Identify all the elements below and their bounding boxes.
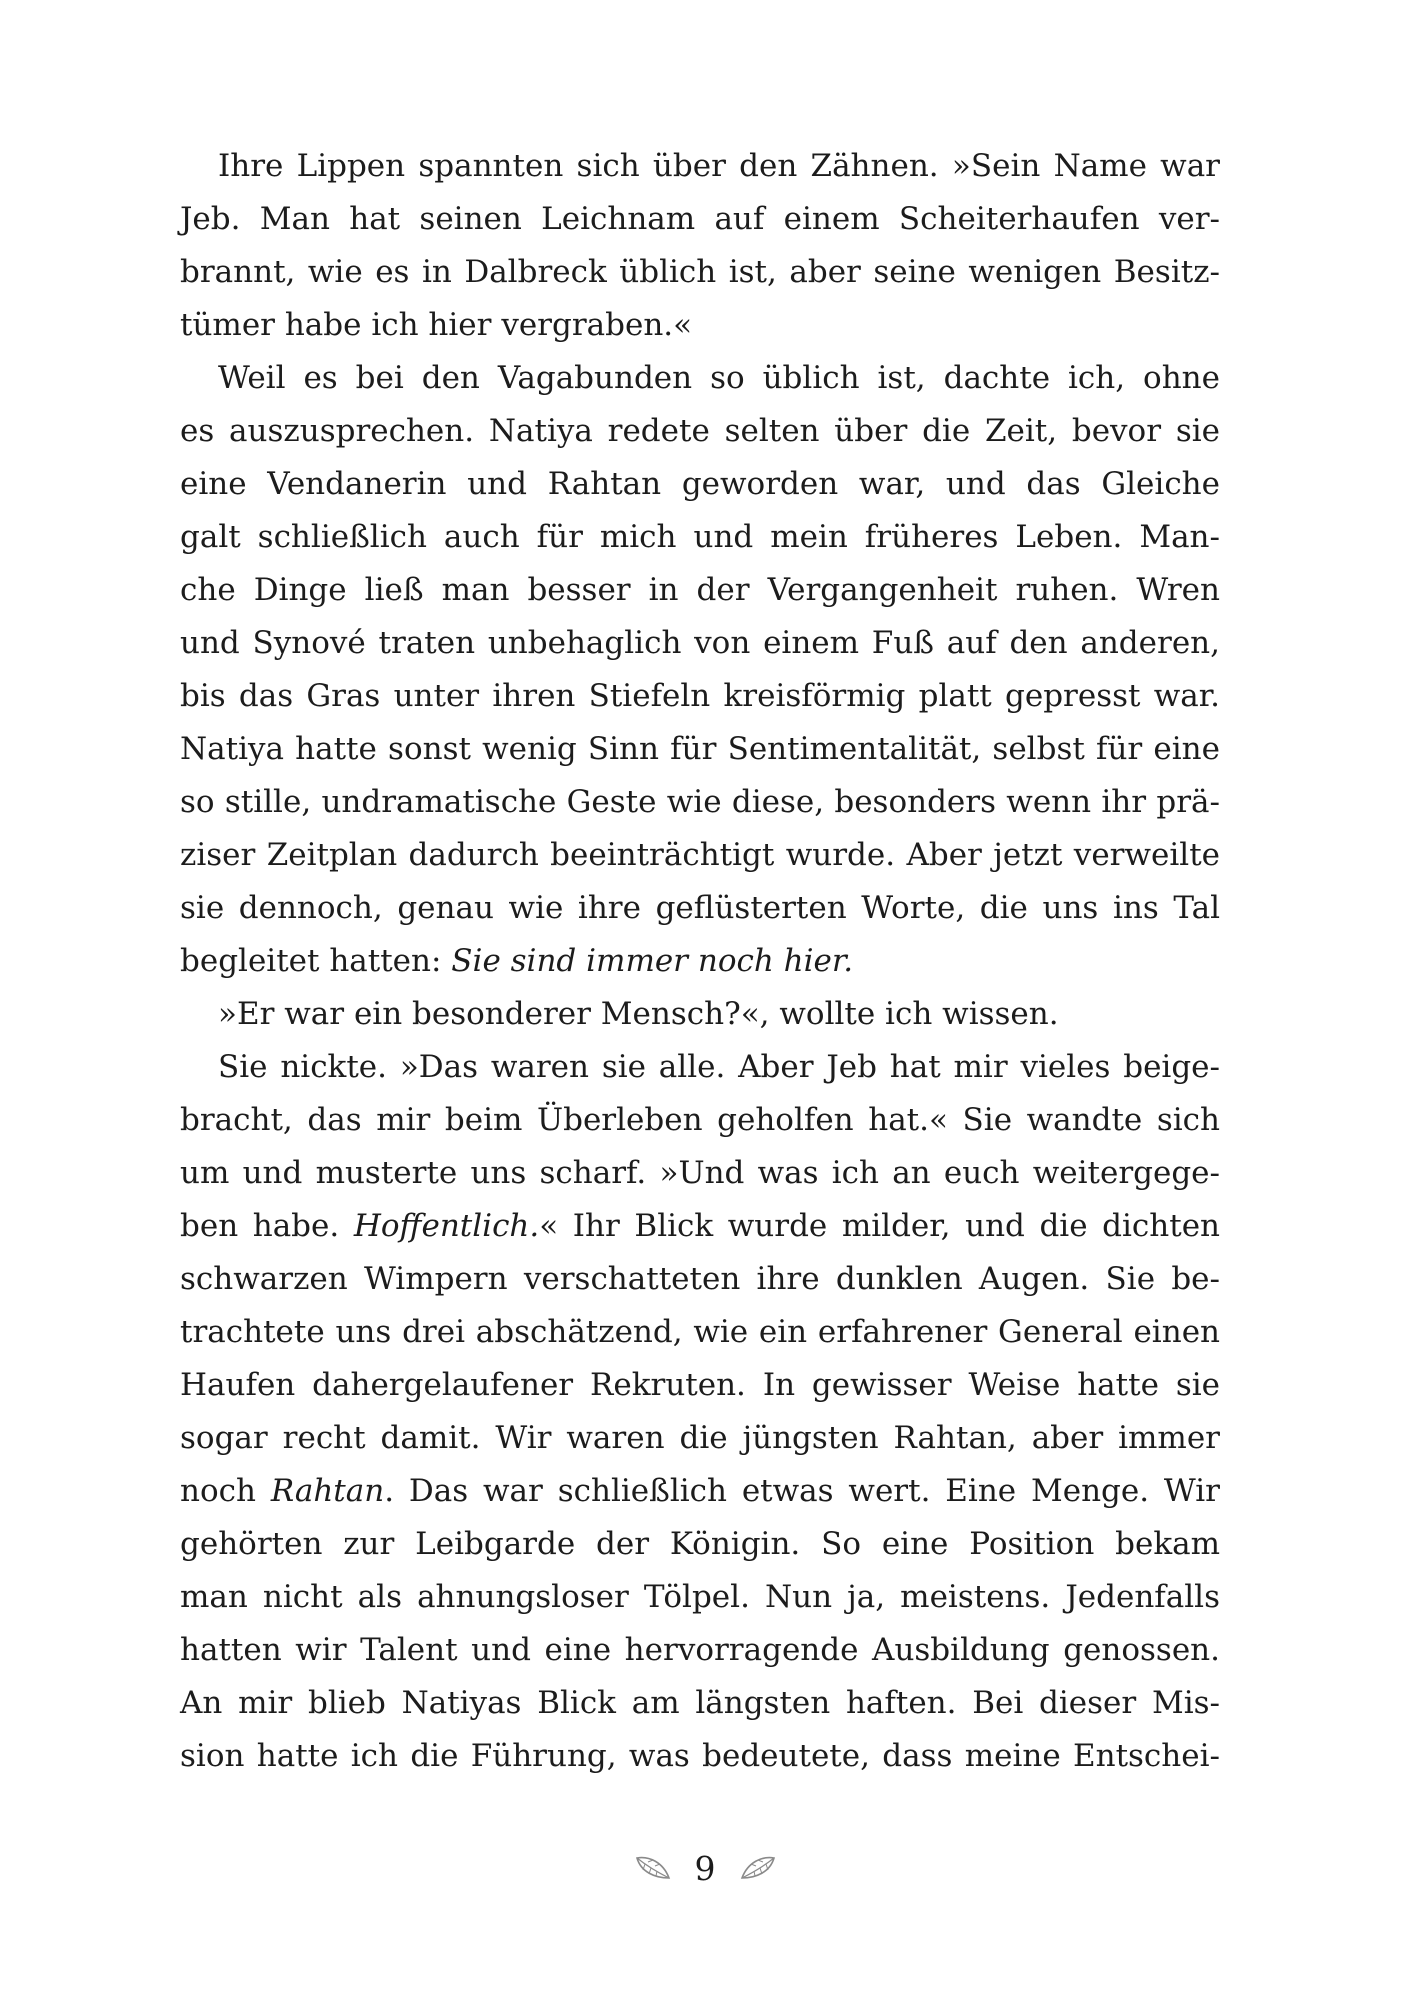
text-segment: . Das war schließlich etwas wert. Eine Menge. Wir (384, 1473, 1220, 1509)
text-segment: « Ihr Blick wurde milder, und die dichten (539, 1208, 1221, 1244)
text-segment: tümer habe ich hier vergraben.« (180, 307, 693, 343)
page-number: 9 (694, 1848, 716, 1888)
text-segment: che Dinge ließ man besser in der Vergangenheit ruhen. Wren (180, 572, 1220, 608)
text-segment: sie dennoch, genau wie ihre geflüsterten Worte, die uns ins Tal (180, 890, 1220, 926)
text-segment: so stille, undramatische Geste wie diese, besonders wenn ihr prä- (180, 784, 1220, 820)
text-line (180, 617, 1220, 670)
text-line (180, 1094, 1220, 1147)
text-segment: sogar recht damit. Wir waren die jüngsten Rahtan, aber immer (180, 1420, 1220, 1456)
book-page-text (180, 140, 1220, 1783)
text-segment: schwarzen Wimpern verschatteten ihre dunklen Augen. Sie be- (180, 1261, 1220, 1297)
text-segment: man nicht als ahnungsloser Tölpel. Nun ja, meistens. Jedenfalls (180, 1579, 1220, 1615)
text-segment: Natiya hatte sonst wenig Sinn für Sentimentalität, selbst für eine (180, 731, 1220, 767)
text-line (180, 1465, 1220, 1518)
text-line (180, 405, 1220, 458)
text-line (180, 1730, 1220, 1783)
text-segment: es auszusprechen. Natiya redete selten über die Zeit, bevor sie (180, 413, 1220, 449)
text-line (180, 1147, 1220, 1200)
text-line (180, 140, 1220, 193)
text-segment: ziser Zeitplan dadurch beeinträchtigt wurde. Aber jetzt verweilte (180, 837, 1220, 873)
leaf-left-icon (633, 1852, 673, 1884)
text-segment: hatten wir Talent und eine hervorragende Ausbildung genossen. (180, 1632, 1220, 1668)
text-line (180, 776, 1220, 829)
text-line (180, 1518, 1220, 1571)
text-line (180, 1041, 1220, 1094)
text-line (180, 1571, 1220, 1624)
text-segment: galt schließlich auch für mich und mein früheres Leben. Man- (180, 519, 1220, 555)
text-line (180, 670, 1220, 723)
body-text (180, 140, 1220, 1783)
text-line (180, 723, 1220, 776)
text-line (180, 299, 1220, 352)
text-line (180, 988, 1220, 1041)
text-segment: ben habe. (180, 1208, 354, 1244)
text-segment: eine Vendanerin und Rahtan geworden war, und das Gleiche (180, 466, 1220, 502)
page-footer (0, 1838, 1410, 1898)
text-segment: sion hatte ich die Führung, was bedeutete, dass meine Entschei- (180, 1738, 1220, 1774)
text-line (180, 458, 1220, 511)
text-line (180, 1624, 1220, 1677)
text-line (180, 352, 1220, 405)
text-segment: noch (180, 1473, 271, 1509)
text-segment: Haufen dahergelaufener Rekruten. In gewisser Weise hatte sie (180, 1367, 1220, 1403)
text-segment: Weil es bei den Vagabunden so üblich ist, dachte ich, ohne (218, 360, 1220, 396)
text-line (180, 882, 1220, 935)
text-segment: gehörten zur Leibgarde der Königin. So eine Position bekam (180, 1526, 1220, 1562)
text-line (180, 193, 1220, 246)
text-segment: brannt, wie es in Dalbreck üblich ist, aber seine wenigen Besitz- (180, 254, 1220, 290)
italic-text: Sie sind immer noch hier. (451, 943, 854, 979)
text-segment: trachtete uns drei abschätzend, wie ein erfahrener General einen (180, 1314, 1220, 1350)
text-line (180, 1412, 1220, 1465)
italic-text: Hoffentlich. (353, 1208, 540, 1244)
text-line (180, 246, 1220, 299)
text-segment: Jeb. Man hat seinen Leichnam auf einem Scheiterhaufen ver- (180, 201, 1220, 237)
text-segment: Sie nickte. »Das waren sie alle. Aber Jeb hat mir vieles beige- (218, 1049, 1220, 1085)
text-line (180, 511, 1220, 564)
text-line (180, 1306, 1220, 1359)
text-line (180, 935, 1220, 988)
leaf-right-icon (738, 1852, 778, 1884)
text-line (180, 829, 1220, 882)
text-segment: Ihre Lippen spannten sich über den Zähnen. »Sein Name war (218, 148, 1220, 184)
text-line (180, 1253, 1220, 1306)
italic-text: Rahtan (270, 1473, 385, 1509)
text-line (180, 1359, 1220, 1412)
text-segment: bis das Gras unter ihren Stiefeln kreisförmig platt gepresst war. (180, 678, 1220, 714)
text-line (180, 564, 1220, 617)
text-line (180, 1200, 1220, 1253)
text-segment: begleitet hatten: (180, 943, 452, 979)
text-segment: An mir blieb Natiyas Blick am längsten haften. Bei dieser Mis- (180, 1685, 1220, 1721)
text-segment: »Er war ein besonderer Mensch?«, wollte ich wissen. (218, 996, 1059, 1032)
text-segment: um und musterte uns scharf. »Und was ich an euch weitergege- (180, 1155, 1220, 1191)
text-segment: bracht, das mir beim Überleben geholfen hat.« Sie wandte sich (180, 1102, 1220, 1138)
text-line (180, 1677, 1220, 1730)
text-segment: und Synové traten unbehaglich von einem Fuß auf den anderen, (180, 625, 1220, 661)
